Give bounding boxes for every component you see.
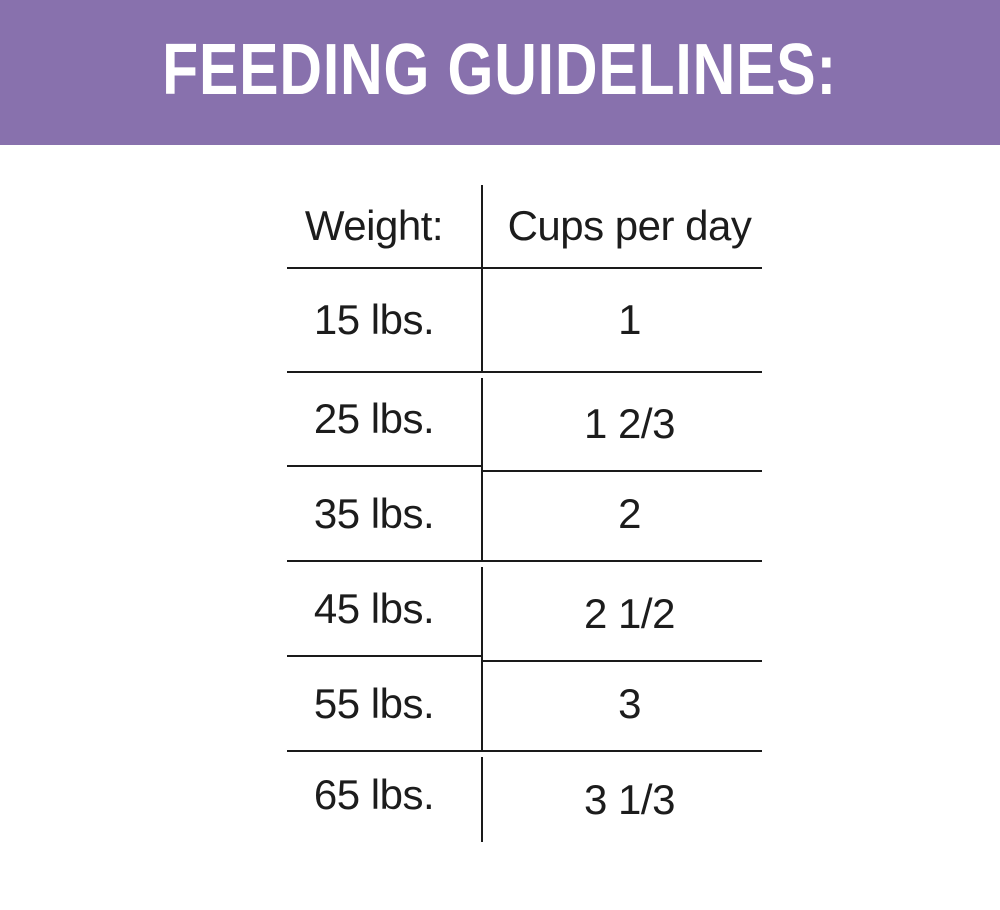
- table-cell-cups: 3: [481, 657, 762, 752]
- table-cell-cups: 2 1/2: [481, 567, 762, 662]
- column-header-weight: Weight:: [287, 185, 481, 269]
- table-cell-weight: 15 lbs.: [287, 269, 481, 373]
- table-cell-cups: 1 2/3: [481, 378, 762, 472]
- table-cell-weight: 35 lbs.: [287, 467, 481, 562]
- table-cell-weight: 25 lbs.: [287, 373, 481, 467]
- page-title: FEEDING GUIDELINES:: [162, 29, 838, 110]
- table-cell-weight: 55 lbs.: [287, 657, 481, 752]
- title-banner: [0, 0, 1000, 145]
- table-cell-weight: 65 lbs.: [313, 770, 435, 818]
- table-cell-cups: 3 1/3: [481, 757, 762, 842]
- table-cell-weight: 45 lbs.: [287, 562, 481, 657]
- table-cell-cups: 1: [481, 269, 762, 373]
- column-header-cups: Cups per day: [481, 185, 762, 269]
- table-cell-cups: 2: [481, 467, 762, 562]
- feeding-table: [287, 185, 762, 837]
